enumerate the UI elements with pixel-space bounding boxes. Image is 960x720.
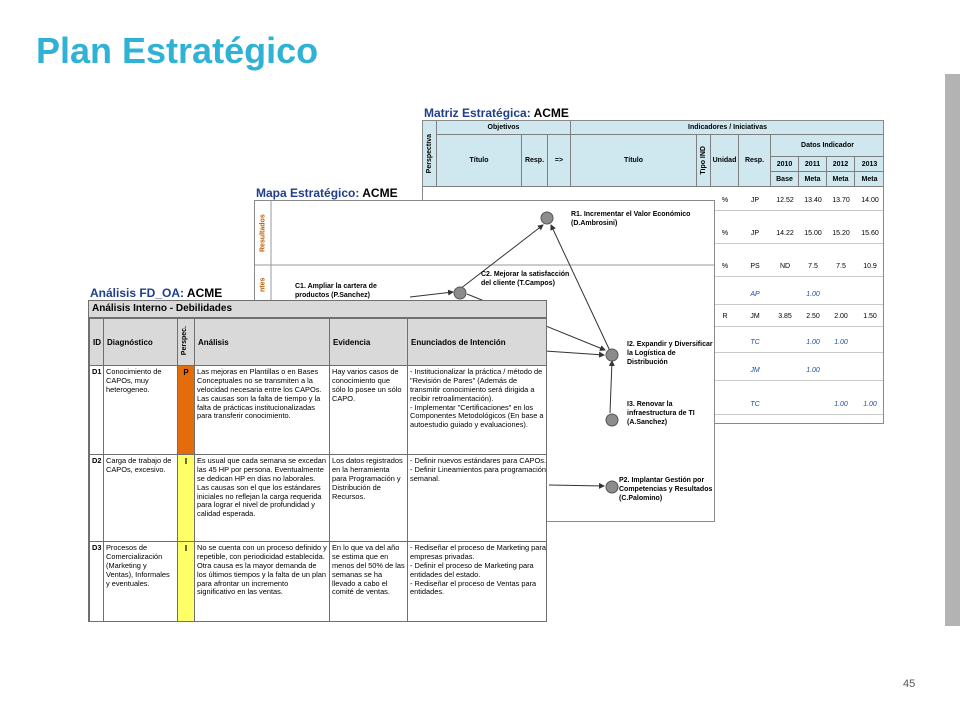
mapa-caption-name: ACME [362,186,398,200]
row-enunciados: - Rediseñar el proceso de Marketing para empresas privadas. - Definir el proceso de Marketing para entidades del estado. - Rediseñar el proceso de Ventas para entidades. [408,542,548,622]
matriz-cell: 1.50 [855,307,884,327]
matriz-cell [711,333,739,353]
matriz-year-header: 2011 [799,157,827,172]
matriz-perspectiva-header: Perspectiva [423,121,437,187]
col-header-enunciados: Enunciados de Intención [408,319,548,366]
row-diagnostico: Conocimiento de CAPOs, muy heterogeneo. [104,366,178,455]
matriz-cell: % [711,224,739,244]
row-id: D3 [90,542,104,622]
col-header-analisis: Análisis [195,319,330,366]
node-i3 [606,414,618,426]
matriz-cell [855,285,884,305]
matriz-cell: 15.00 [799,224,827,244]
matriz-titulo2-header: Título [571,135,697,187]
row-diagnostico: Procesos de Comercialización (Marketing y Ventas), Informales y eventuales. [104,542,178,622]
matriz-cell: 13.70 [827,191,855,211]
matriz-resp2-header: Resp. [739,135,771,187]
mapa-caption-label: Mapa Estratégico: [256,186,360,200]
matriz-cell: 13.40 [799,191,827,211]
matriz-cell: PS [739,257,771,277]
row-enunciados: - Institucionalizar la práctica / método de "Revisión de Pares" (Además de transmitir conocimiento será dirigida a recibir retroalimentación). - Implementar "Certificaciones" en los Componentes Metodológicos (En base a autoestudio guiado y evaluaciones). [408,366,548,455]
matriz-cell [827,361,855,381]
row-id: D1 [90,366,104,455]
arrow-into-i2 [545,351,604,355]
table-row [90,542,548,622]
matriz-unidad-header: Unidad [711,135,739,187]
matriz-datos-header: Datos Indicador [771,135,884,157]
matriz-cell: 1.00 [799,285,827,305]
matriz-cell: TC [739,395,771,415]
page-title: Plan Estratégico [36,30,319,71]
matriz-cell [771,361,799,381]
matriz-cell: 10.9 [855,257,884,277]
matriz-cell: 15.60 [855,224,884,244]
band-resultados: Resultados [259,214,267,252]
matriz-year-header: 2010 [771,157,799,172]
node-i3-label: I3. Renovar la infraestructura de TI (A.Sanchez) [627,401,695,426]
row-evidencia: Los datos registrados en la herramienta para Programación y Distribución de Recursos. [330,455,408,542]
col-header-id: ID [90,319,104,366]
matriz-cell: JM [739,361,771,381]
node-c2 [454,287,466,299]
arrow-i3-i2 [610,361,612,413]
matriz-cell [855,333,884,353]
band-clientes: ntes [259,277,267,293]
row-analisis: No se cuenta con un proceso definido y repetible, con periodicidad establecida. Otra causa es la mayor demanda de los últimos tiempos y la falta de un plan para afrontar un incremento significativo en las ventas. [195,542,330,622]
matriz-caption-name: ACME [533,106,569,120]
node-p2-label: P2. Implantar Gestión por Competencias y Resultados (C.Palomino) [619,477,713,502]
row-evidencia: En lo que va del año se estima que en menos del 50% de las semanas se ha llevado a cabo el comité de ventas. [330,542,408,622]
matriz-cell: 1.00 [827,395,855,415]
matriz-cell: 12.52 [771,191,799,211]
matriz-cell: JM [739,307,771,327]
matriz-sub-header: Meta [855,172,884,187]
row-evidencia: Hay varios casos de conocimiento que sólo lo posee un sólo CAPO. [330,366,408,455]
analisis-caption-label: Análisis FD_OA: [90,286,185,300]
matriz-cell: 2.00 [827,307,855,327]
matriz-year-header: 2013 [855,157,884,172]
mapa-caption [256,186,398,200]
matriz-sub-header: Meta [799,172,827,187]
matriz-tipo-ind-header: Tipo IND [697,135,711,187]
row-perspec: I [178,455,195,542]
matriz-cell [711,285,739,305]
matriz-cell: 1.00 [855,395,884,415]
node-c1-label: C1. Ampliar la cartera de productos (P.Sanchez) [295,283,377,299]
matriz-arrow-header: => [548,135,571,187]
matriz-objetivos-header: Objetivos [437,121,571,135]
matriz-cell: % [711,257,739,277]
matriz-cell [827,285,855,305]
node-c2-label: C2. Mejorar la satisfacción del cliente (T.Campos) [481,271,570,287]
analisis-fdoa-panel [88,300,547,622]
matriz-cell: AP [739,285,771,305]
analisis-table-title: Análisis Interno - Debilidades [89,301,546,318]
col-header-perspec: Perspec. [178,319,195,366]
matriz-cell: 14.00 [855,191,884,211]
col-header-evidencia: Evidencia [330,319,408,366]
node-r1-label: R1. Incrementar el Valor Económico (D.Ambrosini) [571,211,691,227]
node-p2 [606,481,618,493]
matriz-resp-header: Resp. [522,135,548,187]
matriz-cell: 1.00 [827,333,855,353]
matriz-cell [771,333,799,353]
matriz-cell: R [711,307,739,327]
matriz-caption [424,106,569,120]
node-i2 [606,349,618,361]
matriz-cell [855,361,884,381]
arrow-c1-c2 [410,292,453,297]
table-row [90,455,548,542]
matriz-cell: 7.5 [799,257,827,277]
row-perspec: I [178,542,195,622]
node-r1 [541,212,553,224]
matriz-caption-label: Matriz Estratégica: [424,106,531,120]
analisis-caption [90,286,222,300]
node-i2-label: I2. Expandir y Diversificar la Logística de Distribución [627,341,713,366]
matriz-cell [711,361,739,381]
matriz-cell [711,395,739,415]
matriz-cell: 1.00 [799,333,827,353]
matriz-titulo-header: Título [437,135,522,187]
arrow-into-p2 [549,485,604,486]
matriz-cell: 3.85 [771,307,799,327]
row-perspec: P [178,366,195,455]
matriz-cell [799,395,827,415]
matriz-cell: 15.20 [827,224,855,244]
row-id: D2 [90,455,104,542]
debilidades-table [89,318,547,622]
matriz-cell: 1.00 [799,361,827,381]
page-number: 45 [903,678,916,690]
row-enunciados: - Definir nuevos estándares para CAPOs. - Definir Lineamientos para programación semanal. [408,455,548,542]
matriz-cell: TC [739,333,771,353]
matriz-sub-header: Base [771,172,799,187]
analisis-caption-name: ACME [186,286,223,300]
col-header-diagnostico: Diagnóstico [104,319,178,366]
table-row [90,366,548,455]
matriz-cell: 7.5 [827,257,855,277]
matriz-sub-header: Meta [827,172,855,187]
matriz-cell: ND [771,257,799,277]
right-edge-bar [945,74,960,626]
row-diagnostico: Carga de trabajo de CAPOs, excesivo. [104,455,178,542]
matriz-cell: 2.50 [799,307,827,327]
matriz-cell: 14.22 [771,224,799,244]
matriz-cell: % [711,191,739,211]
matriz-indicadores-header: Indicadores / Iniciativas [571,121,884,135]
row-analisis: Las mejoras en Plantillas o en Bases Conceptuales no se transmiten a la velocidad necesaria entre los CAPOs. Las causas son la falta de tiempo y la falta de prácticas institucionalizadas para transferir conocimiento. [195,366,330,455]
matriz-cell [771,395,799,415]
row-analisis: Es usual que cada semana se excedan las 45 HP por persona. Eventualmente se dedican HP en dias no laborales. Las causas son el que los estándares iniciales no reflejan la carga requerida para lograr el nivel de profundidad y calidad esperada. [195,455,330,542]
matriz-cell: JP [739,191,771,211]
matriz-cell [771,285,799,305]
matriz-cell: JP [739,224,771,244]
matriz-year-header: 2012 [827,157,855,172]
